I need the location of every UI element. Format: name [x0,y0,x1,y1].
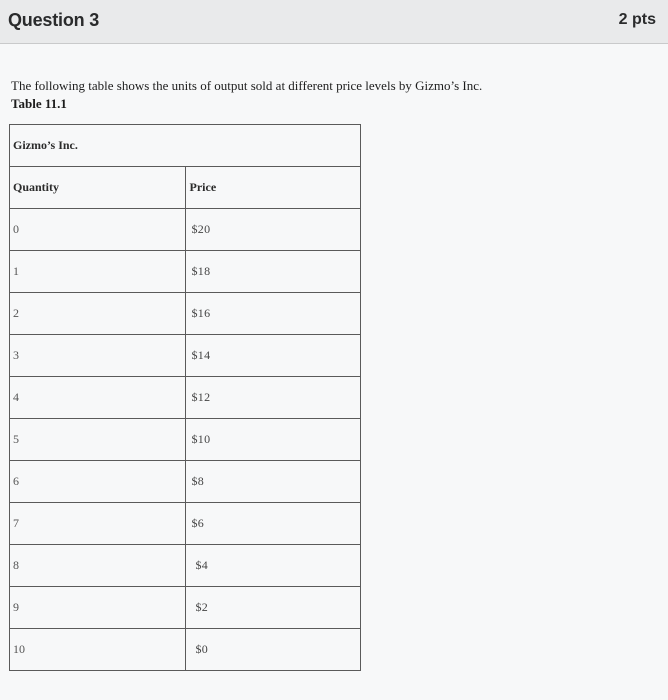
price-cell: $10 [185,419,361,461]
quantity-cell: 4 [10,377,186,419]
price-cell: $4 [185,545,361,587]
table-row [10,209,361,251]
quantity-cell: 7 [10,503,186,545]
quantity-cell: 5 [10,419,186,461]
table-row [10,503,361,545]
price-cell: $0 [185,629,361,671]
price-cell: $20 [185,209,361,251]
quantity-cell: 10 [10,629,186,671]
question-header [0,0,668,44]
table-caption: Table 11.1 [11,96,67,111]
price-cell: $16 [185,293,361,335]
column-header-price: Price [185,167,361,209]
table-row [10,251,361,293]
table-row [10,419,361,461]
quantity-cell: 1 [10,251,186,293]
price-cell: $18 [185,251,361,293]
quantity-cell: 9 [10,587,186,629]
table-row [10,545,361,587]
quantity-cell: 8 [10,545,186,587]
table-row [10,587,361,629]
table-row [10,377,361,419]
column-header-quantity: Quantity [10,167,186,209]
table-row [10,293,361,335]
table-row [10,461,361,503]
price-cell: $14 [185,335,361,377]
price-cell: $2 [185,587,361,629]
table-group-header: Gizmo’s Inc. [10,125,361,167]
price-cell: $12 [185,377,361,419]
quantity-cell: 2 [10,293,186,335]
table-row [10,629,361,671]
quantity-cell: 3 [10,335,186,377]
quantity-cell: 6 [10,461,186,503]
price-cell: $8 [185,461,361,503]
quantity-cell: 0 [10,209,186,251]
price-quantity-table [9,124,361,671]
table-row [10,335,361,377]
price-cell: $6 [185,503,361,545]
question-title: Question 3 [8,10,100,30]
question-prompt: The following table shows the units of output sold at different price levels by Gizmo’s Inc. [11,78,483,93]
question-points: 2 pts [618,11,656,28]
